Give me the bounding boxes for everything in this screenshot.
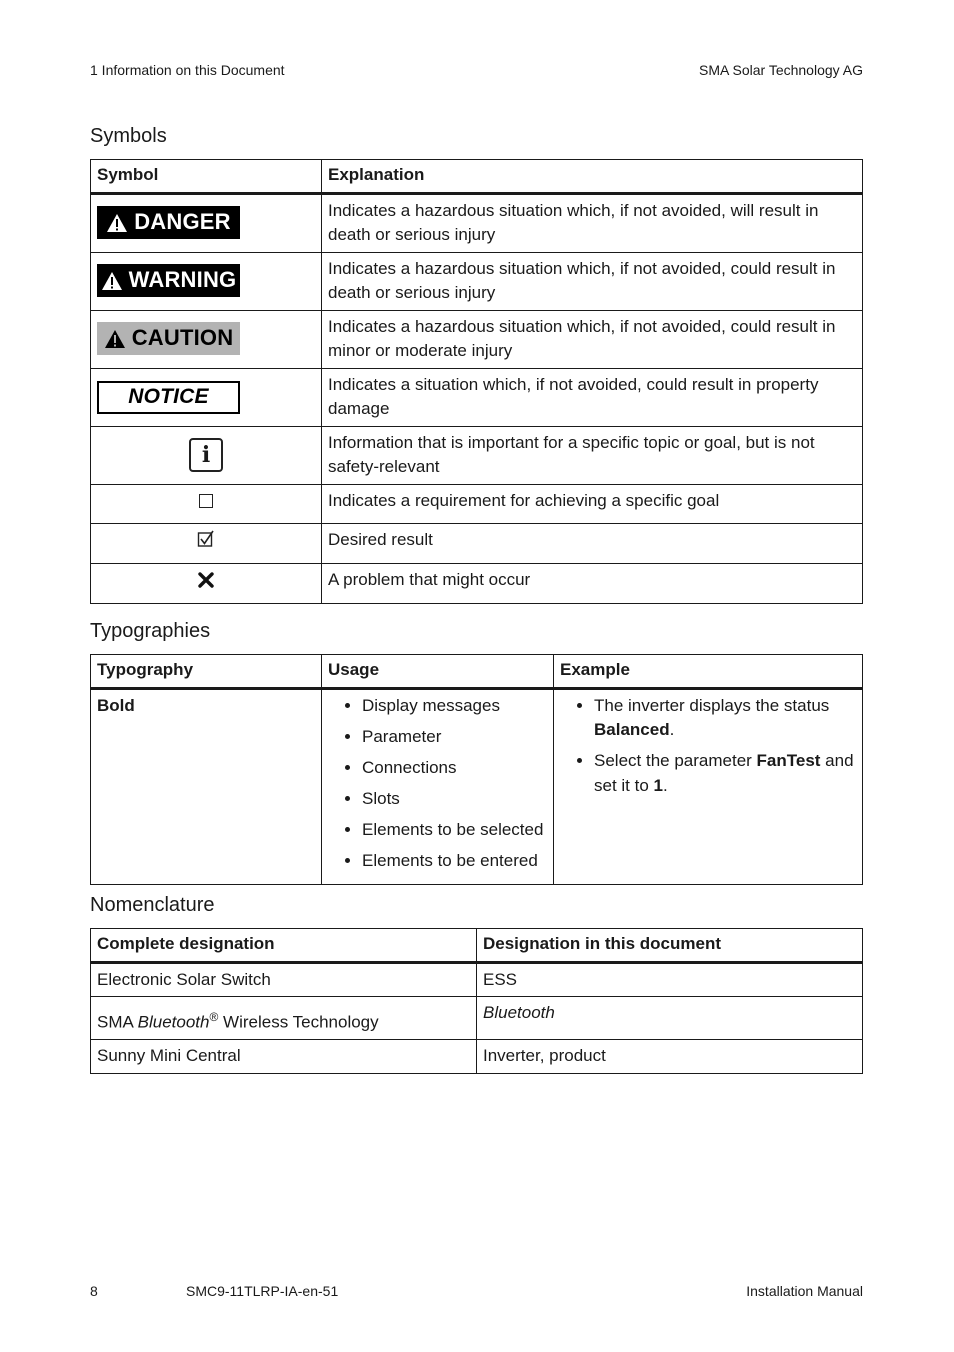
explanation-text: Indicates a hazardous situation which, if not avoided, could result in death or serious injury [322,252,863,310]
col-symbol: Symbol [91,160,322,194]
header-right: SMA Solar Technology AG [699,62,863,78]
list-item: • Elements to be selected [362,818,547,843]
table-row [91,310,863,368]
list-item: • Select the parameter FanTest and set it to 1. [594,749,856,798]
table-row: SMA Bluetooth® Wireless Technology Bluetooth [91,997,863,1040]
col-explanation: Explanation [322,160,863,194]
page-number: 8 [90,1283,98,1299]
danger-signal: DANGER [97,206,240,239]
col-example: Example [554,655,863,689]
explanation-text: Indicates a situation which, if not avoided, could result in property damage [322,368,863,426]
table-row [91,484,863,523]
symbols-header-row [91,160,863,194]
table-row [91,523,863,563]
header-left: 1 Information on this Document [90,62,285,78]
warning-signal: WARNING [97,264,240,297]
explanation-text: Information that is important for a specific topic or goal, but is not safety-relevant [322,426,863,484]
explanation-text: Indicates a hazardous situation which, if not avoided, will result in death or serious injury [322,193,863,252]
symbols-title: Symbols [90,125,167,147]
typographies-header-row [91,655,863,689]
table-row [91,426,863,484]
col-document-designation: Designation in this document [477,929,863,963]
table-row: Sunny Mini Central Inverter, product [91,1040,863,1074]
nomenclature-table [90,928,863,1074]
list-item: • Parameter [362,725,547,750]
list-item: • Display messages [362,694,547,719]
table-row: Electronic Solar Switch ESS [91,962,863,997]
warning-triangle-icon [104,329,126,349]
table-row [91,252,863,310]
list-item: • Connections [362,756,547,781]
info-icon: i [189,438,223,472]
warning-triangle-icon [106,213,128,233]
table-row [91,563,863,603]
checkbox-empty-icon [199,494,213,508]
notice-signal: NOTICE [97,381,240,414]
checkbox-checked-icon [197,530,215,548]
table-row [91,193,863,252]
cross-icon [198,572,214,588]
document-id: SMC9-11TLRP-IA-en-51 [186,1283,339,1299]
typography-name: Bold [91,688,322,884]
warning-triangle-icon [101,271,123,291]
typographies-title: Typographies [90,620,211,642]
caution-signal: CAUTION [97,322,240,355]
list-item: • Slots [362,787,547,812]
list-item: • Elements to be entered [362,849,547,874]
explanation-text: Desired result [322,523,863,563]
explanation-text: A problem that might occur [322,563,863,603]
col-typography: Typography [91,655,322,689]
symbols-table [90,159,863,604]
explanation-text: Indicates a hazardous situation which, if not avoided, could result in minor or moderate injury [322,310,863,368]
explanation-text: Indicates a requirement for achieving a specific goal [322,484,863,523]
col-complete-designation: Complete designation [91,929,477,963]
nomenclature-header-row [91,929,863,963]
list-item: • The inverter displays the status Balanced. [594,694,856,743]
example-list [554,694,856,799]
usage-list [322,694,547,874]
footer-right: Installation Manual [746,1283,863,1299]
table-row [91,368,863,426]
table-row [91,688,863,884]
typographies-table [90,654,863,885]
nomenclature-title: Nomenclature [90,894,215,916]
col-usage: Usage [322,655,554,689]
